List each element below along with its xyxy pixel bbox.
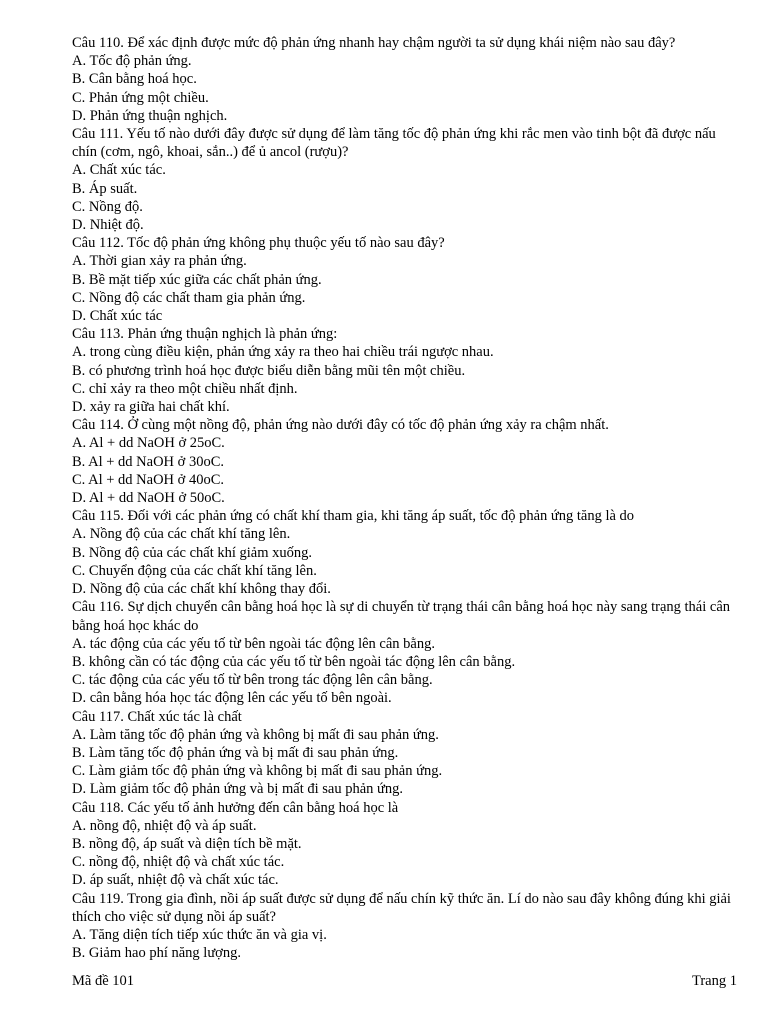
option-a: A. nồng độ, nhiệt độ và áp suất. [72, 817, 257, 834]
option-b: B. Áp suất. [72, 180, 138, 197]
option-b: B. Al + dd NaOH ở 30oC. [72, 453, 224, 470]
question-stem: Câu 113. Phản ứng thuận nghịch là phản ứng: [72, 326, 338, 343]
option-c: C. nồng độ, nhiệt độ và chất xúc tác. [72, 854, 285, 871]
option-d: D. cân bằng hóa học tác động lên các yếu tố bên ngoài. [72, 690, 392, 707]
question-112 [72, 234, 742, 325]
option-a: A. Chất xúc tác. [72, 162, 166, 179]
option-d: D. Nồng độ của các chất khí không thay đổi. [72, 581, 331, 598]
question-118 [72, 799, 742, 890]
question-stem: Câu 116. Sự dịch chuyển cân bằng hoá học là sự di chuyển từ trạng thái cân bằng hoá học này sang trạng thái cân bằng hoá học khác do [72, 599, 731, 634]
question-stem: Câu 119. Trong gia đình, nồi áp suất được sử dụng để nấu chín kỹ thức ăn. Lí do nào sau đây không đúng khi giải thích cho việc sử dụng nồi áp suất? [72, 890, 731, 925]
question-119 [72, 890, 742, 963]
option-a: A. Tăng diện tích tiếp xúc thức ăn và gia vị. [72, 926, 327, 943]
option-a: A. Làm tăng tốc độ phản ứng và không bị mất đi sau phản ứng. [72, 726, 439, 743]
option-c: C. Nồng độ. [72, 198, 143, 215]
option-b: B. Làm tăng tốc độ phản ứng và bị mất đi sau phản ứng. [72, 744, 399, 761]
option-d: D. áp suất, nhiệt độ và chất xúc tác. [72, 872, 279, 889]
option-b: B. không cần có tác động của các yếu tố từ bên ngoài tác động lên cân bằng. [72, 653, 516, 670]
option-b: B. Nồng độ của các chất khí giảm xuống. [72, 544, 312, 561]
question-115 [72, 507, 742, 598]
option-a: A. Thời gian xảy ra phản ứng. [72, 253, 247, 270]
page-footer [72, 972, 737, 990]
question-114 [72, 416, 742, 507]
question-stem: Câu 111. Yếu tố nào dưới đây được sử dụng để làm tăng tốc độ phản ứng khi rắc men vào tinh bột đã được nấu chín (cơm, ngô, khoai, sắn..) để ủ ancol (rượu)? [72, 126, 716, 161]
option-c: C. Al + dd NaOH ở 40oC. [72, 471, 224, 488]
question-111 [72, 125, 742, 234]
option-a: A. tác động của các yếu tố từ bên ngoài tác động lên cân bằng. [72, 635, 435, 652]
option-a: A. Al + dd NaOH ở 25oC. [72, 435, 225, 452]
option-a: A. Tốc độ phản ứng. [72, 53, 192, 70]
question-110 [72, 34, 742, 125]
question-stem: Câu 112. Tốc độ phản ứng không phụ thuộc yếu tố nào sau đây? [72, 235, 445, 252]
option-d: D. Chất xúc tác [72, 308, 163, 325]
option-a: A. trong cùng điều kiện, phản ứng xảy ra theo hai chiều trái ngược nhau. [72, 344, 494, 361]
option-b: B. có phương trình hoá học được biểu diễn bằng mũi tên một chiều. [72, 362, 466, 379]
question-113 [72, 325, 742, 416]
question-stem: Câu 110. Để xác định được mức độ phản ứng nhanh hay chậm người ta sử dụng khái niệm nào sau đây? [72, 35, 676, 51]
option-d: D. Phản ứng thuận nghịch. [72, 107, 228, 124]
option-b: B. Bề mặt tiếp xúc giữa các chất phản ứng. [72, 271, 322, 288]
option-c: C. chỉ xảy ra theo một chiều nhất định. [72, 380, 298, 397]
option-a: A. Nồng độ của các chất khí tăng lên. [72, 526, 291, 543]
question-stem: Câu 118. Các yếu tố ảnh hưởng đến cân bằng hoá học là [72, 799, 399, 816]
question-116 [72, 598, 742, 707]
question-117 [72, 708, 742, 799]
exam-code: Mã đề 101 [72, 973, 135, 989]
option-b: B. Cân bằng hoá học. [72, 71, 197, 88]
option-c: C. Làm giảm tốc độ phản ứng và không bị mất đi sau phản ứng. [72, 763, 443, 780]
option-b: B. Giảm hao phí năng lượng. [72, 945, 241, 962]
option-d: D. xảy ra giữa hai chất khí. [72, 399, 230, 416]
option-b: B. nồng độ, áp suất và diện tích bề mặt. [72, 835, 302, 852]
option-d: D. Al + dd NaOH ở 50oC. [72, 490, 225, 507]
page-number: Trang 1 [692, 973, 737, 989]
option-c: C. Phản ứng một chiều. [72, 89, 209, 106]
option-d: D. Làm giảm tốc độ phản ứng và bị mất đi sau phản ứng. [72, 781, 404, 798]
question-stem: Câu 115. Đối với các phản ứng có chất khí tham gia, khi tăng áp suất, tốc độ phản ứng tăng là do [72, 508, 635, 525]
question-stem: Câu 114. Ở cùng một nồng độ, phản ứng nào dưới đây có tốc độ phản ứng xảy ra chậm nhất. [72, 417, 609, 434]
document-page [72, 34, 742, 962]
option-c: C. Nồng độ các chất tham gia phản ứng. [72, 289, 306, 306]
option-d: D. Nhiệt độ. [72, 217, 144, 234]
option-c: C. Chuyển động của các chất khí tăng lên. [72, 562, 317, 579]
option-c: C. tác động của các yếu tố từ bên trong tác động lên cân bằng. [72, 672, 433, 689]
question-stem: Câu 117. Chất xúc tác là chất [72, 708, 242, 725]
